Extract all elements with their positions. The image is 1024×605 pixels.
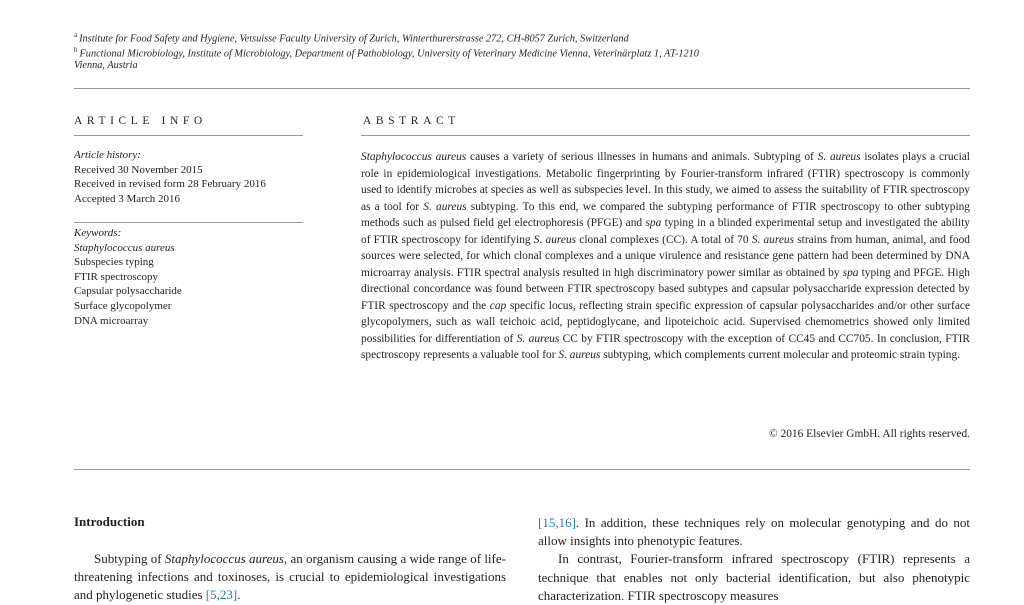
ftir-paragraph: In contrast, Fourier-transform infrared spectroscopy (FTIR) represents a technique that enables not only bacterial identification, but also phenotypic characterization. FTIR spectroscopy measures: [538, 551, 970, 603]
keywords: [74, 226, 304, 328]
article-history-label: Article history:: [74, 149, 141, 161]
affiliation-a-text: Institute for Food Safety and Hygiene, Vetsuisse Faculty University of Zurich, Winterthurerstrasse 272, CH-8057 Zurich, Switzerland: [79, 33, 629, 45]
bottom-divider: [74, 469, 970, 470]
intro-paragraph: Subtyping of Staphylococcus aureus, an organism causing a wide range of life-threatening infections and toxinoses, is crucial to epidemiological investigations and phylogenetic studies [5,23].: [74, 551, 506, 603]
abstract-paragraph: Staphylococcus aureus causes a variety of serious illnesses in humans and animals. Subtyping of S. aureus isolates plays a crucial role in epidemiological investigations. Metabolic fingerprinting by Fourier-transform infrared (FTIR) spectroscopy is commonly used to identify microbes at species as well as subspecies level. In this study, we aimed to assess the suitability of FTIR spectroscopy as a tool for S. aureus subtyping. To this end, we compared the subtyping performance of FTIR spectroscopy to other subtyping methods such as pulsed field gel electrophoresis (PFGE) and spa typing in a blinded experimental setup and investigated the ability of FTIR spectroscopy for identifying S. aureus clonal complexes (CC). A total of 70 S. aureus strains from human, animal, and food sources were selected, for which clonal complexes and a unique virulence and resistance gene pattern had been determined by DNA microarray analysis. FTIR spectral analysis resulted in high discriminatory power similar as obtained by spa typing and PFGE. High directional concordance was found between FTIR spectroscopy based subtypes and capsular polysaccharide expression detected by FTIR spectroscopy and the cap specific locus, reflecting strain specific expression of capsular polysaccharides and/or other surface glycopolymers, such as wall teichoic acid, peptidoglycane, and lipoteichoic acid. Supervised chemometrics showed only limited possibilities for differentiation of S. aureus CC by FTIR spectroscopy with the exception of CC45 and CC705. In conclusion, FTIR spectroscopy represents a valuable tool for S. aureus subtyping, which complements current molecular and proteomic strain typing.: [361, 151, 971, 361]
affiliation-b-text: Functional Microbiology, Institute of Microbiology, Department of Pathobiology, University of Veterinary Medicine Vienna, Veterinärplatz 1, AT-1210: [79, 48, 699, 60]
history-accepted: Accepted 3 March 2016: [74, 192, 180, 205]
keywords-divider: [74, 222, 303, 223]
article-info-divider: [74, 135, 303, 136]
left-column-text: [74, 550, 506, 605]
continued-paragraph: [15,16]. In addition, these techniques rely on molecular genotyping and do not allow insights into phenotypic features.: [538, 515, 970, 549]
keyword-item: Capsular polysaccharide: [74, 285, 182, 298]
history-revised: Received in revised form 28 February 2016: [74, 178, 266, 191]
keywords-label: Keywords:: [74, 227, 122, 239]
affiliation-b-marker: b: [74, 46, 78, 54]
affiliation-a-marker: a: [74, 31, 78, 39]
keyword-item: FTIR spectroscopy: [74, 270, 159, 283]
affiliation-b-continued: Vienna, Austria: [74, 60, 138, 71]
article-info-heading: ARTICLE INFO: [74, 115, 207, 127]
citation-link[interactable]: [5,23]: [205, 587, 238, 603]
abstract-text: [361, 149, 970, 364]
affiliation-b: [74, 43, 699, 61]
article-history: [74, 148, 304, 206]
keyword-item: DNA microarray: [74, 314, 149, 327]
keyword-item: Staphylococcus aureus: [74, 241, 175, 254]
keyword-item: Surface glycopolymer: [74, 299, 172, 312]
top-divider: [74, 88, 970, 89]
keyword-item: Subspecies typing: [74, 256, 154, 269]
abstract-heading: ABSTRACT: [363, 115, 460, 127]
copyright-notice: © 2016 Elsevier GmbH. All rights reserved.: [769, 428, 970, 440]
citation-link[interactable]: [15,16]: [538, 515, 576, 530]
right-column-text: [538, 514, 970, 605]
introduction-heading: Introduction: [74, 514, 145, 529]
abstract-divider: [361, 135, 970, 136]
history-received: Received 30 November 2015: [74, 163, 203, 176]
